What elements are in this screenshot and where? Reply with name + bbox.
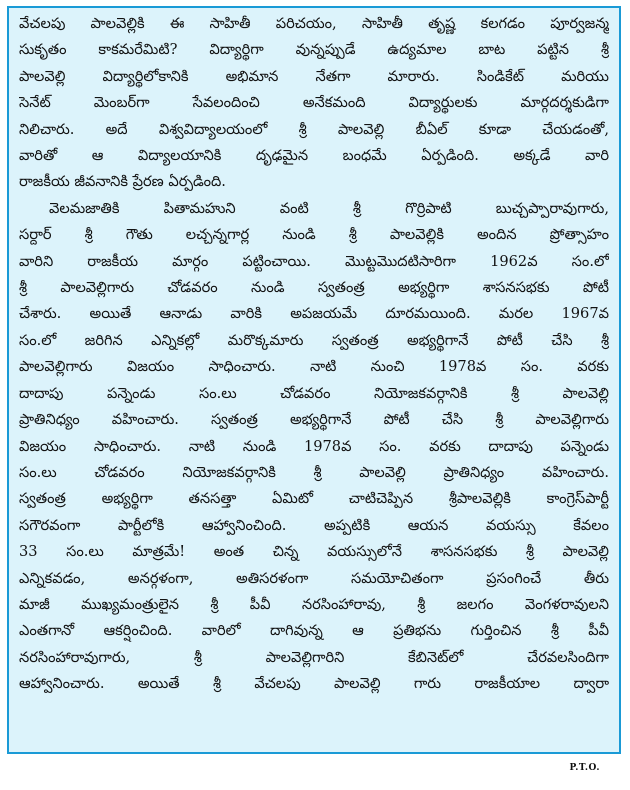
text-line: సర్దార్ శ్రీ గౌతు లచ్చన్నగార్ల నుండి శ్రీ పాలవెల్లికి అందిన ప్రోత్సాహం (19, 226, 609, 244)
text-line: ఎంతగానో ఆకర్షించింది. వారిలో దాగివున్న ఆ ప్రతిభను గుర్తించిన శ్రీ పీవీ (19, 622, 609, 640)
page-footer-pto: P.T.O. (569, 763, 600, 773)
text-line: సెనేట్ మెంబర్‌గా సేవలందించి అనేకమంది విద్యార్థులకు మార్గదర్శకుడిగా (19, 94, 609, 112)
text-line: వేచలపు పాలవెల్లికి ఈ సాహితీ పరిచయం, సాహితీ తృష్ణ కలగడం పూర్వజన్మ (19, 15, 609, 32)
text-line: సగౌరవంగా పార్టీలోకి ఆహ్వానించింది. అప్పటికి ఆయన వయస్సు కేవలం (19, 516, 609, 534)
text-line: సం.లో జరిగిన ఎన్నికల్లో మరొక్కమారు స్వతంత్ర అభ్యర్థిగానే పోటీ చేసి శ్రీ (19, 331, 609, 349)
text-line: ప్రాతినిధ్యం వహించారు. స్వతంత్ర అభ్యర్థిగానే పోటీ చేసి శ్రీ పాలవెల్లిగారు (19, 411, 609, 429)
text-line: 33 సం.లు మాత్రమే! అంత చిన్న వయస్సులోనే శాసనసభకు శ్రీ పాలవెల్లి (19, 543, 609, 561)
text-line: దాదాపు పన్నెండు సం.లు చోడవరం నియోజకవర్గానికి శ్రీ పాలవెల్లి (19, 384, 609, 402)
paragraph-1 (19, 11, 609, 196)
text-line: పాలవెల్లి విద్యార్థిలోకానికి అభిమాన నేతగా మారారు. సిండికేట్ మరియు (19, 67, 609, 85)
text-line: స్వతంత్ర అభ్యర్థిగా తనసత్తా ఏమిటో చాటిచెప్పిన శ్రీపాలవెల్లికి కాంగ్రెస్‌పార్టీ (19, 490, 609, 508)
text-line: నిలిచారు. అదే విశ్వవిద్యాలయంలో శ్రీ పాలవెల్లి బీఏల్ కూడా చేయడంతో, (19, 120, 609, 138)
text-line: విజయం సాధించారు. నాటి నుండి 1978వ సం. వరకు దాదాపు పన్నెండు (19, 437, 609, 455)
text-line: వారిని రాజకీయ మార్గం పట్టించాయి. మొట్టమొదటిసారిగా 1962వ సం.లో (19, 252, 609, 270)
text-line: సం.లు చోడవరం నియోజకవర్గానికి శ్రీ పాలవెల్లి ప్రాతినిధ్యం వహించారు. (19, 463, 609, 481)
text-line: నరసింహారావుగారు, శ్రీ పాలవెల్లిగారిని కేబినెట్‌లో చేరవలసిందిగా (19, 648, 609, 666)
document-page (7, 6, 621, 754)
text-line: రాజకీయ జీవనానికి ప్రేరణ ఏర్పడింది. (19, 173, 226, 191)
text-line: ఆహ్వానించారు. అయితే శ్రీ వేచలపు పాలవెల్లి గారు రాజకీయాల ద్వారా (19, 675, 609, 693)
text-line: పాలవెల్లిగారు విజయం సాధించారు. నాటి నుంచి 1978వ సం. వరకు (19, 358, 609, 376)
text-line: సుకృతం కాకమరేమిటి? విద్యార్థిగా వున్నప్పుడే ఉద్యమాల బాట పట్టిన శ్రీ (19, 41, 609, 59)
text-line: మాజీ ముఖ్యమంత్రులైన శ్రీ పీవీ నరసింహారావు, శ్రీ జలగం వెంగళరావులని (19, 595, 609, 613)
paragraph-2 (19, 196, 609, 698)
text-line: వారితో ఆ విద్యాలయానికి దృఢమైన బంధమే ఏర్పడింది. అక్కడే వారి (19, 147, 609, 165)
text-line: ఎన్నికవడం, అనర్గళంగా, అతిసరళంగా సమయోచితంగా ప్రసంగించే తీరు (19, 569, 609, 587)
text-line: చేశారు. అయితే ఆనాడు వారికి అపజయమే దూరమయింది. మరల 1967వ (19, 305, 609, 323)
text-line: వెలమజాతికి పితామహుని వంటి శ్రీ గొర్రిపాటి బుచ్చప్పారావుగారు, (49, 199, 609, 217)
text-line: శ్రీ పాలవెల్లిగారు చోడవరం నుండి స్వతంత్ర అభ్యర్థిగా శాసనసభకు పోటీ (19, 279, 609, 297)
